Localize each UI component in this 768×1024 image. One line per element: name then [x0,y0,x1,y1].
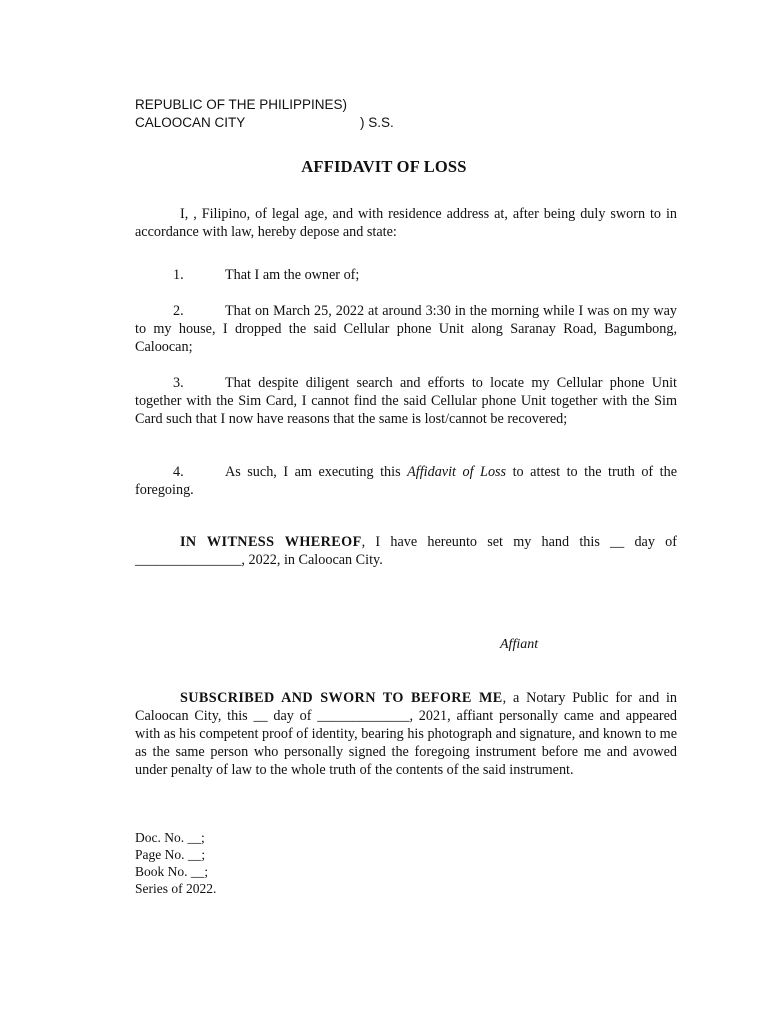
jurat-text: , a Notary Public for and in Caloocan City, this __ day of _____________, 2021, affiant personally came and appeared with as his competent proof of identity, bearing his photograph and signature, and known to me as the same person who personally signed the foregoing instrument before me and avowed under penalty of law to the whole truth of the contents of the said instrument. [135,690,678,778]
book-number: Book No. __; [135,864,209,879]
venue-line-republic: REPUBLIC OF THE PHILIPPINES) [135,97,348,112]
witness-paragraph [135,533,677,569]
item-4-text-after: to attest to the truth of the foregoing. [135,464,678,498]
doc-number: Doc. No. __; [135,830,205,845]
witness-heading: IN WITNESS WHEREOF [180,534,362,550]
item-1-text: That I am the owner of; [225,267,360,283]
item-2-text: That on March 25, 2022 at around 3:30 in the morning while I was on my way to my house, I dropped the said Cellular phone Unit along Saranay Road, Bagumbong, Caloocan; [135,303,677,355]
document-title: AFFIDAVIT OF LOSS [301,157,467,176]
venue-ss: ) S.S. [360,115,394,130]
jurat-heading: SUBSCRIBED AND SWORN TO BEFORE ME [180,690,503,706]
item-2-number: 2. [173,303,184,319]
item-4-title-italic: Affidavit of Loss [407,464,507,480]
item-3-text: That despite diligent search and efforts to locate my Cellular phone Unit together with the Sim Card, I cannot find the said Cellular phone Unit together with the Sim Card such that I now have reasons that the same is lost/cannot be recovered; [135,375,677,427]
item-3-number: 3. [173,375,184,391]
notarial-register-block [135,829,216,897]
jurat-paragraph [135,689,677,779]
page-number: Page No. __; [135,847,206,862]
affiant-label: Affiant [500,637,539,652]
item-2 [135,302,677,356]
item-4 [135,463,677,499]
venue-block [135,96,394,132]
series-year: Series of 2022. [135,881,217,896]
witness-text: , I have hereunto set my hand this __ day of _______________, 2022, in Caloocan City. [135,534,677,568]
venue-line-city [135,114,394,132]
venue-city: CALOOCAN CITY [135,115,246,130]
item-4-number: 4. [173,464,184,480]
item-1 [135,266,677,284]
item-4-text-before: As such, I am executing this [225,464,408,480]
item-1-number: 1. [173,267,184,283]
intro-paragraph: I, , Filipino, of legal age, and with residence address at, after being duly sworn to in accordance with law, hereby depose and state: [135,206,677,240]
item-3 [135,374,677,428]
